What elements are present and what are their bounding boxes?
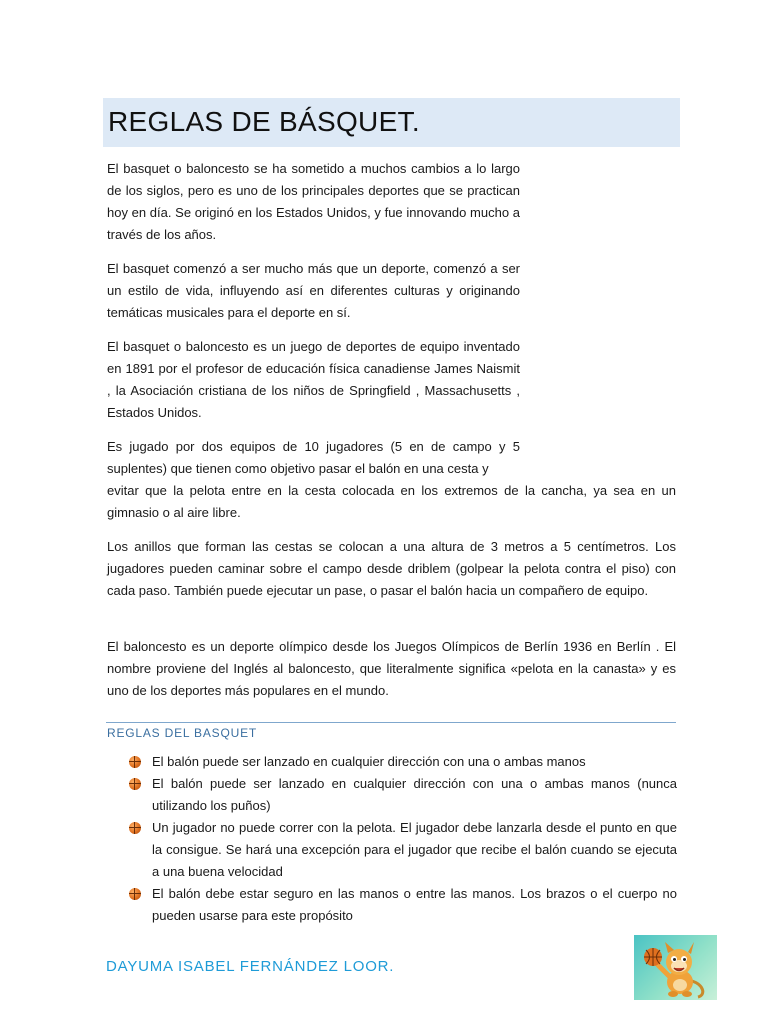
mascot-illustration bbox=[634, 935, 717, 1000]
title-band bbox=[103, 98, 680, 147]
basketball-icon bbox=[129, 822, 141, 834]
list-item bbox=[107, 883, 677, 927]
paragraph-hoops: Los anillos que forman las cestas se colocan a una altura de 3 metros a 5 centímetros. Los jugadores pueden caminar sobre el campo desde driblem (golpear la pelota contra el piso) con cada paso. También puede ejecutar un pase, o pasar el balón hacia un compañero de equipo. bbox=[107, 539, 676, 598]
paragraph-lifestyle: El basquet comenzó a ser mucho más que un deporte, comenzó a ser un estilo de vida, influyendo así en diferentes culturas y originando temáticas musicales para el deporte en sí. bbox=[107, 261, 520, 320]
paragraph-teams-start: Es jugado por dos equipos de 10 jugadores (5 en de campo y 5 suplentes) que tienen como objetivo pasar el balón en una cesta y bbox=[107, 439, 520, 476]
paragraph-olympic: El baloncesto es un deporte olímpico desde los Juegos Olímpicos de Berlín 1936 en Berlín . El nombre proviene del Inglés al baloncesto, que literalmente significa «pelota en la canasta» y es uno de los deportes más populares en el mundo. bbox=[107, 639, 676, 698]
list-item bbox=[107, 773, 677, 817]
list-item-text: Un jugador no puede correr con la pelota. El jugador debe lanzarla desde el punto en que la consigue. Se hará una excepción para el jugador que recibe el balón cuando se ejecuta a una buena velocidad bbox=[152, 820, 677, 879]
section-heading: REGLAS DEL BASQUET bbox=[107, 726, 257, 740]
author-name: DAYUMA ISABEL FERNÁNDEZ LOOR. bbox=[106, 958, 395, 975]
rules-list bbox=[107, 751, 677, 927]
list-item-text: El balón puede ser lanzado en cualquier dirección con una o ambas manos (nunca utilizando los puños) bbox=[152, 776, 677, 813]
section-divider bbox=[106, 722, 676, 723]
basketball-mascot-icon bbox=[634, 935, 717, 1000]
list-item bbox=[107, 817, 677, 883]
list-item-text: El balón puede ser lanzado en cualquier dirección con una o ambas manos bbox=[152, 754, 586, 769]
basketball-icon bbox=[129, 888, 141, 900]
basketball-icon bbox=[129, 756, 141, 768]
page-title: REGLAS DE BÁSQUET. bbox=[108, 106, 420, 137]
paragraph-intro: El basquet o baloncesto se ha sometido a muchos cambios a lo largo de los siglos, pero es uno de los principales deportes que se practican hoy en día. Se originó en los Estados Unidos, y fue innovando mucho a través de los años. bbox=[107, 161, 520, 242]
paragraph-teams-end: evitar que la pelota entre en la cesta colocada en los extremos de la cancha, ya sea en un gimnasio o al aire libre. bbox=[107, 483, 676, 520]
list-item bbox=[107, 751, 677, 773]
list-item-text: El balón debe estar seguro en las manos o entre las manos. Los brazos o el cuerpo no pueden usarse para este propósito bbox=[152, 886, 677, 923]
basketball-icon bbox=[129, 778, 141, 790]
paragraph-origin: El basquet o baloncesto es un juego de deportes de equipo inventado en 1891 por el profesor de educación física canadiense James Naismit , la Asociación cristiana de los niños de Springfield , Massachusetts , Estados Unidos. bbox=[107, 339, 520, 420]
